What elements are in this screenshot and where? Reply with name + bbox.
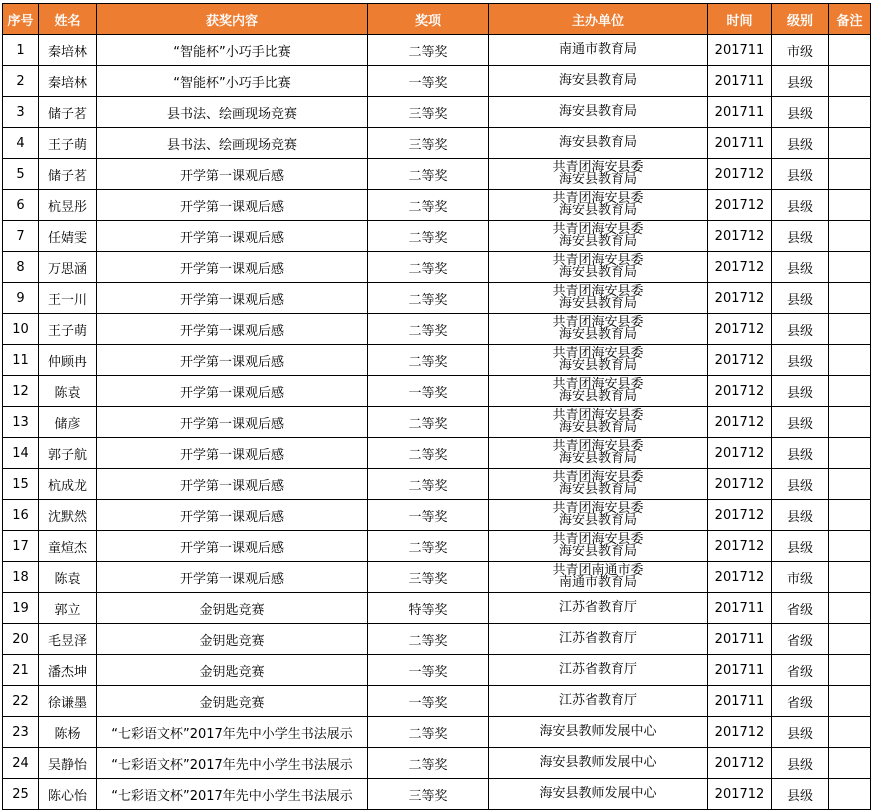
- cell-content[interactable]: “智能杯”小巧手比赛: [97, 35, 368, 66]
- cell-name[interactable]: 储子茗: [39, 97, 97, 128]
- org-line: 共青团海安县委: [552, 346, 644, 361]
- cell-content[interactable]: 金钥匙竞赛: [97, 655, 368, 686]
- cell-level[interactable]: 市级: [772, 35, 829, 66]
- table-row: [3, 469, 871, 500]
- cell-org[interactable]: [489, 314, 708, 345]
- cell-name[interactable]: 沈默然: [39, 500, 97, 531]
- cell-name[interactable]: 仲顾冉: [39, 345, 97, 376]
- cell-time[interactable]: 201711: [708, 66, 772, 97]
- cell-content[interactable]: 开学第一课观后感: [97, 159, 368, 190]
- cell-org[interactable]: [489, 159, 708, 190]
- header-cell-note[interactable]: 备注: [829, 4, 871, 35]
- cell-award[interactable]: 二等奖: [368, 314, 489, 345]
- cell-time[interactable]: 201711: [708, 128, 772, 159]
- cell-note[interactable]: [829, 283, 871, 314]
- table-row: [3, 190, 871, 221]
- cell-level[interactable]: 县级: [772, 717, 829, 748]
- cell-note[interactable]: [829, 128, 871, 159]
- cell-time[interactable]: 201712: [708, 748, 772, 779]
- cell-no[interactable]: 3: [3, 97, 39, 128]
- cell-note[interactable]: [829, 407, 871, 438]
- org-line: 共青团海安县委: [552, 315, 644, 330]
- table-row: [3, 97, 871, 128]
- table-body: [3, 35, 871, 810]
- cell-no[interactable]: 25: [3, 779, 39, 810]
- cell-no[interactable]: 20: [3, 624, 39, 655]
- cell-time[interactable]: 201712: [708, 779, 772, 810]
- cell-content[interactable]: 开学第一课观后感: [97, 190, 368, 221]
- org-line: 共青团海安县委: [552, 532, 644, 547]
- cell-level[interactable]: 县级: [772, 438, 829, 469]
- table-row: [3, 159, 871, 190]
- table-row: [3, 345, 871, 376]
- cell-level[interactable]: 省级: [772, 593, 829, 624]
- org-line: 共青团南通市委: [552, 563, 644, 578]
- cell-content[interactable]: 县书法、绘画现场竞赛: [97, 128, 368, 159]
- cell-award[interactable]: 特等奖: [368, 593, 489, 624]
- cell-name[interactable]: 潘杰坤: [39, 655, 97, 686]
- cell-level[interactable]: 县级: [772, 779, 829, 810]
- cell-org[interactable]: [489, 717, 708, 748]
- cell-award[interactable]: 二等奖: [368, 35, 489, 66]
- awards-table: [2, 3, 871, 810]
- cell-no[interactable]: 24: [3, 748, 39, 779]
- cell-org[interactable]: [489, 500, 708, 531]
- cell-content[interactable]: 金钥匙竞赛: [97, 593, 368, 624]
- cell-org[interactable]: [489, 438, 708, 469]
- cell-award[interactable]: 三等奖: [368, 779, 489, 810]
- header-cell-org[interactable]: 主办单位: [489, 4, 708, 35]
- cell-level[interactable]: 县级: [772, 190, 829, 221]
- cell-content[interactable]: 开学第一课观后感: [97, 252, 368, 283]
- cell-org[interactable]: [489, 686, 708, 717]
- header-cell-content[interactable]: 获奖内容: [97, 4, 368, 35]
- cell-time[interactable]: 201712: [708, 252, 772, 283]
- header-cell-name[interactable]: 姓名: [39, 4, 97, 35]
- cell-content[interactable]: “七彩语文杯”2017年先中小学生书法展示: [97, 779, 368, 810]
- cell-time[interactable]: 201712: [708, 469, 772, 500]
- cell-time[interactable]: 201711: [708, 97, 772, 128]
- org-line: 共青团海安县委: [552, 222, 644, 237]
- org-line: 共青团海安县委: [552, 377, 644, 392]
- cell-note[interactable]: [829, 500, 871, 531]
- cell-note[interactable]: [829, 531, 871, 562]
- cell-award[interactable]: 二等奖: [368, 190, 489, 221]
- cell-award[interactable]: 二等奖: [368, 283, 489, 314]
- cell-note[interactable]: [829, 469, 871, 500]
- org-line: 海安县教育局: [558, 104, 637, 119]
- cell-name[interactable]: 陈心怡: [39, 779, 97, 810]
- cell-time[interactable]: 201712: [708, 500, 772, 531]
- cell-note[interactable]: [829, 66, 871, 97]
- cell-no[interactable]: 11: [3, 345, 39, 376]
- cell-award[interactable]: 二等奖: [368, 531, 489, 562]
- cell-no[interactable]: 6: [3, 190, 39, 221]
- cell-time[interactable]: 201711: [708, 655, 772, 686]
- table-row: [3, 221, 871, 252]
- cell-award[interactable]: 二等奖: [368, 159, 489, 190]
- cell-time[interactable]: 201712: [708, 531, 772, 562]
- cell-note[interactable]: [829, 686, 871, 717]
- cell-name[interactable]: 陈袁: [39, 376, 97, 407]
- cell-note[interactable]: [829, 562, 871, 593]
- cell-no[interactable]: 2: [3, 66, 39, 97]
- cell-award[interactable]: 二等奖: [368, 438, 489, 469]
- cell-note[interactable]: [829, 376, 871, 407]
- cell-note[interactable]: [829, 159, 871, 190]
- cell-name[interactable]: 储子茗: [39, 159, 97, 190]
- cell-name[interactable]: 万思涵: [39, 252, 97, 283]
- cell-name[interactable]: 储彦: [39, 407, 97, 438]
- cell-time[interactable]: 201711: [708, 593, 772, 624]
- org-line: 江苏省教育厅: [558, 631, 637, 646]
- cell-note[interactable]: [829, 35, 871, 66]
- org-line: 海安县教育局: [558, 544, 637, 559]
- cell-org[interactable]: [489, 593, 708, 624]
- cell-level[interactable]: 省级: [772, 686, 829, 717]
- table-row: [3, 438, 871, 469]
- cell-level[interactable]: 县级: [772, 314, 829, 345]
- cell-level[interactable]: 县级: [772, 283, 829, 314]
- cell-name[interactable]: 郭子航: [39, 438, 97, 469]
- org-line: 海安县教育局: [558, 420, 637, 435]
- cell-no[interactable]: 15: [3, 469, 39, 500]
- cell-org[interactable]: [489, 376, 708, 407]
- org-line: 共青团海安县委: [552, 470, 644, 485]
- org-line: 南通市教育局: [558, 42, 637, 57]
- cell-level[interactable]: 县级: [772, 376, 829, 407]
- cell-org[interactable]: [489, 624, 708, 655]
- header-cell-time[interactable]: 时间: [708, 4, 772, 35]
- cell-content[interactable]: 金钥匙竞赛: [97, 686, 368, 717]
- org-line: 江苏省教育厅: [558, 693, 637, 708]
- org-line: 共青团海安县委: [552, 191, 644, 206]
- table-row: [3, 314, 871, 345]
- org-line: 江苏省教育厅: [558, 662, 637, 677]
- cell-content[interactable]: “七彩语文杯”2017年先中小学生书法展示: [97, 748, 368, 779]
- cell-award[interactable]: 二等奖: [368, 624, 489, 655]
- table-row: [3, 717, 871, 748]
- cell-time[interactable]: 201711: [708, 624, 772, 655]
- org-line: 海安县教师发展中心: [539, 724, 657, 739]
- cell-name[interactable]: 王一川: [39, 283, 97, 314]
- cell-level[interactable]: 县级: [772, 252, 829, 283]
- table-row: [3, 779, 871, 810]
- cell-org[interactable]: [489, 128, 708, 159]
- cell-no[interactable]: 9: [3, 283, 39, 314]
- header-row: [3, 4, 871, 35]
- cell-award[interactable]: 一等奖: [368, 66, 489, 97]
- cell-no[interactable]: 13: [3, 407, 39, 438]
- cell-name[interactable]: 吴静怡: [39, 748, 97, 779]
- cell-note[interactable]: [829, 779, 871, 810]
- cell-org[interactable]: [489, 469, 708, 500]
- org-line: 共青团海安县委: [552, 501, 644, 516]
- cell-no[interactable]: 16: [3, 500, 39, 531]
- cell-level[interactable]: 县级: [772, 128, 829, 159]
- table-row: [3, 252, 871, 283]
- cell-no[interactable]: 5: [3, 159, 39, 190]
- table-row: [3, 128, 871, 159]
- cell-no[interactable]: 22: [3, 686, 39, 717]
- org-line: 海安县教师发展中心: [539, 786, 657, 801]
- cell-no[interactable]: 19: [3, 593, 39, 624]
- org-line: 共青团海安县委: [552, 284, 644, 299]
- cell-name[interactable]: 童煊杰: [39, 531, 97, 562]
- cell-note[interactable]: [829, 97, 871, 128]
- cell-level[interactable]: 县级: [772, 748, 829, 779]
- cell-time[interactable]: 201712: [708, 345, 772, 376]
- cell-award[interactable]: 一等奖: [368, 686, 489, 717]
- cell-content[interactable]: 开学第一课观后感: [97, 438, 368, 469]
- cell-level[interactable]: 县级: [772, 469, 829, 500]
- table-row: [3, 748, 871, 779]
- cell-time[interactable]: 201712: [708, 190, 772, 221]
- cell-content[interactable]: 开学第一课观后感: [97, 469, 368, 500]
- cell-name[interactable]: 陈杨: [39, 717, 97, 748]
- cell-no[interactable]: 14: [3, 438, 39, 469]
- table-row: [3, 624, 871, 655]
- cell-time[interactable]: 201712: [708, 221, 772, 252]
- org-line: 共青团海安县委: [552, 408, 644, 423]
- cell-name[interactable]: 徐谦墨: [39, 686, 97, 717]
- cell-time[interactable]: 201711: [708, 686, 772, 717]
- cell-name[interactable]: 秦培林: [39, 35, 97, 66]
- header-cell-level[interactable]: 级别: [772, 4, 829, 35]
- cell-note[interactable]: [829, 438, 871, 469]
- cell-name[interactable]: 毛昱泽: [39, 624, 97, 655]
- cell-org[interactable]: [489, 252, 708, 283]
- header-cell-award[interactable]: 奖项: [368, 4, 489, 35]
- table-row: [3, 686, 871, 717]
- org-line: 共青团海安县委: [552, 253, 644, 268]
- cell-org[interactable]: [489, 35, 708, 66]
- cell-org[interactable]: [489, 779, 708, 810]
- cell-level[interactable]: 省级: [772, 655, 829, 686]
- cell-no[interactable]: 12: [3, 376, 39, 407]
- cell-no[interactable]: 8: [3, 252, 39, 283]
- cell-time[interactable]: 201712: [708, 314, 772, 345]
- org-line: 南通市教育局: [558, 575, 637, 590]
- cell-note[interactable]: [829, 624, 871, 655]
- cell-note[interactable]: [829, 593, 871, 624]
- cell-note[interactable]: [829, 345, 871, 376]
- cell-content[interactable]: 开学第一课观后感: [97, 283, 368, 314]
- cell-award[interactable]: 一等奖: [368, 376, 489, 407]
- table-row: [3, 562, 871, 593]
- cell-award[interactable]: 三等奖: [368, 562, 489, 593]
- org-line: 海安县教育局: [558, 203, 637, 218]
- cell-org[interactable]: [489, 531, 708, 562]
- org-line: 江苏省教育厅: [558, 600, 637, 615]
- cell-note[interactable]: [829, 655, 871, 686]
- cell-content[interactable]: 县书法、绘画现场竞赛: [97, 97, 368, 128]
- cell-org[interactable]: [489, 345, 708, 376]
- cell-time[interactable]: 201712: [708, 159, 772, 190]
- cell-org[interactable]: [489, 748, 708, 779]
- org-line: 共青团海安县委: [552, 439, 644, 454]
- cell-award[interactable]: 三等奖: [368, 97, 489, 128]
- cell-time[interactable]: 201712: [708, 438, 772, 469]
- cell-name[interactable]: 郭立: [39, 593, 97, 624]
- cell-award[interactable]: 二等奖: [368, 717, 489, 748]
- cell-level[interactable]: 县级: [772, 531, 829, 562]
- cell-no[interactable]: 1: [3, 35, 39, 66]
- cell-content[interactable]: 开学第一课观后感: [97, 345, 368, 376]
- cell-award[interactable]: 二等奖: [368, 748, 489, 779]
- cell-content[interactable]: 开学第一课观后感: [97, 221, 368, 252]
- cell-award[interactable]: 二等奖: [368, 345, 489, 376]
- cell-award[interactable]: 二等奖: [368, 469, 489, 500]
- table-row: [3, 407, 871, 438]
- cell-note[interactable]: [829, 252, 871, 283]
- cell-level[interactable]: 县级: [772, 159, 829, 190]
- cell-content[interactable]: 开学第一课观后感: [97, 562, 368, 593]
- cell-level[interactable]: 县级: [772, 407, 829, 438]
- table-row: [3, 35, 871, 66]
- cell-no[interactable]: 18: [3, 562, 39, 593]
- cell-time[interactable]: 201711: [708, 35, 772, 66]
- cell-level[interactable]: 县级: [772, 221, 829, 252]
- header-cell-no[interactable]: 序号: [3, 4, 39, 35]
- cell-org[interactable]: [489, 283, 708, 314]
- cell-note[interactable]: [829, 748, 871, 779]
- cell-time[interactable]: 201712: [708, 283, 772, 314]
- cell-org[interactable]: [489, 655, 708, 686]
- cell-level[interactable]: 县级: [772, 500, 829, 531]
- org-line: 海安县教育局: [558, 135, 637, 150]
- cell-name[interactable]: 王子萌: [39, 128, 97, 159]
- table-row: [3, 376, 871, 407]
- table-row: [3, 531, 871, 562]
- cell-name[interactable]: 王子萌: [39, 314, 97, 345]
- cell-content[interactable]: 金钥匙竞赛: [97, 624, 368, 655]
- cell-no[interactable]: 17: [3, 531, 39, 562]
- cell-content[interactable]: 开学第一课观后感: [97, 376, 368, 407]
- table-row: [3, 66, 871, 97]
- cell-award[interactable]: 一等奖: [368, 500, 489, 531]
- cell-time[interactable]: 201712: [708, 407, 772, 438]
- cell-time[interactable]: 201712: [708, 717, 772, 748]
- cell-content[interactable]: 开学第一课观后感: [97, 407, 368, 438]
- cell-name[interactable]: 杭成龙: [39, 469, 97, 500]
- org-line: 海安县教育局: [558, 327, 637, 342]
- cell-note[interactable]: [829, 717, 871, 748]
- cell-org[interactable]: [489, 190, 708, 221]
- org-line: 海安县教育局: [558, 482, 637, 497]
- cell-content[interactable]: “智能杯”小巧手比赛: [97, 66, 368, 97]
- cell-content[interactable]: 开学第一课观后感: [97, 531, 368, 562]
- cell-level[interactable]: 省级: [772, 624, 829, 655]
- cell-award[interactable]: 二等奖: [368, 221, 489, 252]
- cell-name[interactable]: 任婧雯: [39, 221, 97, 252]
- cell-note[interactable]: [829, 190, 871, 221]
- cell-note[interactable]: [829, 314, 871, 345]
- org-line: 海安县教育局: [558, 172, 637, 187]
- cell-award[interactable]: 一等奖: [368, 655, 489, 686]
- cell-no[interactable]: 7: [3, 221, 39, 252]
- cell-note[interactable]: [829, 221, 871, 252]
- cell-name[interactable]: 杭昱彤: [39, 190, 97, 221]
- cell-org[interactable]: [489, 407, 708, 438]
- cell-level[interactable]: 县级: [772, 345, 829, 376]
- cell-time[interactable]: 201712: [708, 376, 772, 407]
- cell-content[interactable]: 开学第一课观后感: [97, 500, 368, 531]
- cell-level[interactable]: 县级: [772, 66, 829, 97]
- org-line: 海安县教育局: [558, 451, 637, 466]
- org-line: 海安县教育局: [558, 389, 637, 404]
- table-row: [3, 655, 871, 686]
- table-row: [3, 500, 871, 531]
- table-row: [3, 593, 871, 624]
- cell-org[interactable]: [489, 562, 708, 593]
- cell-no[interactable]: 23: [3, 717, 39, 748]
- cell-content[interactable]: “七彩语文杯”2017年先中小学生书法展示: [97, 717, 368, 748]
- cell-award[interactable]: 二等奖: [368, 407, 489, 438]
- org-line: 海安县教育局: [558, 265, 637, 280]
- cell-org[interactable]: [489, 66, 708, 97]
- cell-content[interactable]: 开学第一课观后感: [97, 314, 368, 345]
- cell-org[interactable]: [489, 97, 708, 128]
- cell-award[interactable]: 三等奖: [368, 128, 489, 159]
- org-line: 海安县教育局: [558, 296, 637, 311]
- cell-level[interactable]: 市级: [772, 562, 829, 593]
- cell-no[interactable]: 21: [3, 655, 39, 686]
- cell-award[interactable]: 二等奖: [368, 252, 489, 283]
- org-line: 海安县教育局: [558, 234, 637, 249]
- org-line: 海安县教育局: [558, 358, 637, 373]
- cell-time[interactable]: 201712: [708, 562, 772, 593]
- cell-no[interactable]: 4: [3, 128, 39, 159]
- org-line: 海安县教育局: [558, 73, 637, 88]
- cell-name[interactable]: 陈袁: [39, 562, 97, 593]
- cell-no[interactable]: 10: [3, 314, 39, 345]
- org-line: 海安县教师发展中心: [539, 755, 657, 770]
- org-line: 共青团海安县委: [552, 160, 644, 175]
- org-line: 海安县教育局: [558, 513, 637, 528]
- cell-name[interactable]: 秦培林: [39, 66, 97, 97]
- cell-org[interactable]: [489, 221, 708, 252]
- table-row: [3, 283, 871, 314]
- cell-level[interactable]: 县级: [772, 97, 829, 128]
